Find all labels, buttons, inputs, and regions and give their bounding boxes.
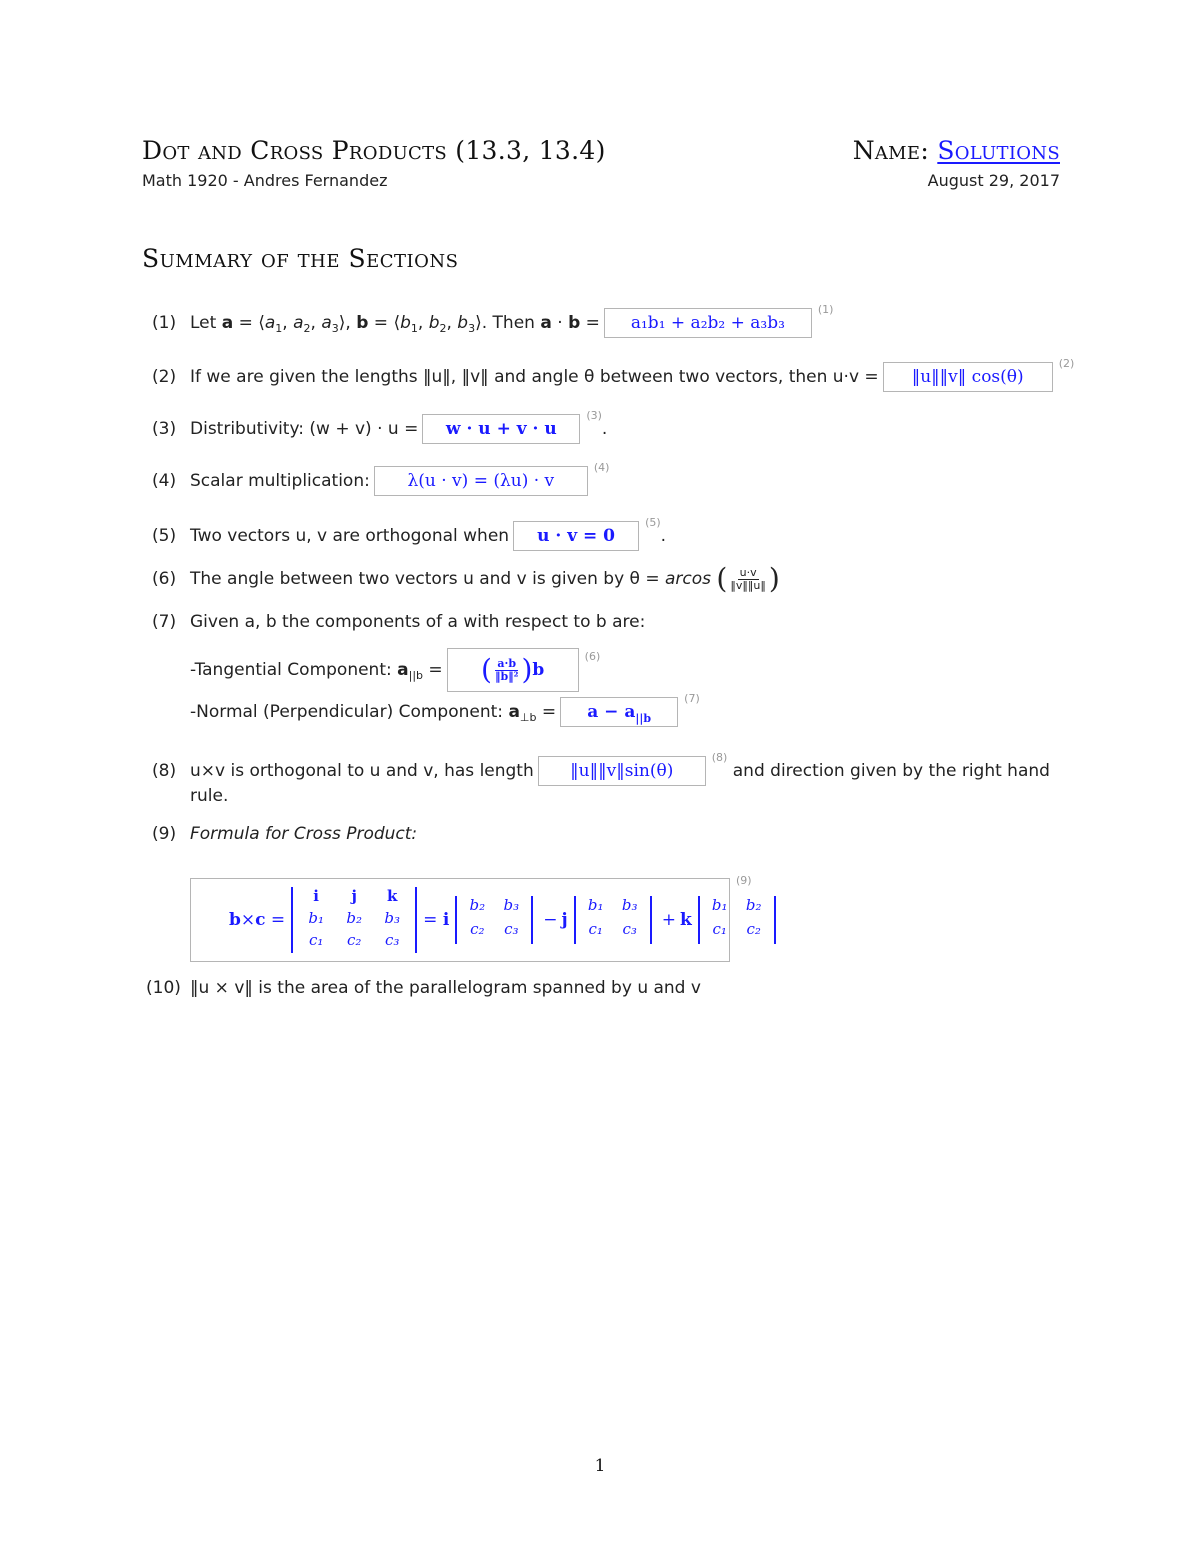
- answer-box-7: $a - a_{||b}$: [560, 697, 678, 727]
- item-1: (1) Let a = ⟨ a 1 , a 2 , a 3 ⟩, b = ⟨ b 1 , b 2 , b 3 ⟩. Then a · b = a₁b₁ + a₂b₂ + a₃b₃ (1): [152, 308, 833, 338]
- answer-marker-8: (8): [711, 750, 728, 764]
- answer-box-8: ‖u‖‖v‖sin(θ): [538, 756, 706, 786]
- item-7-normal: -Normal (Perpendicular) Component: a ⊥b = $a - a_{||b}$ (7): [190, 691, 700, 725]
- item-5: (5) Two vectors u, v are orthogonal when u · v = 0 (5) .: [152, 521, 666, 551]
- item-9: (9) Formula for Cross Product:: [152, 824, 418, 844]
- answer-marker-1: (1): [817, 302, 834, 316]
- document-title: Dot and Cross Products (13.3, 13.4): [142, 136, 606, 165]
- document-date: August 29, 2017: [927, 171, 1060, 190]
- item-7: (7) Given a, b the components of a with respect to b are:: [152, 612, 646, 632]
- cross-product-formula-box: b × c = i j k b₁ b₂ b₃ c₁ c₂ c₃ = i b₂ b₃ c₂ c₃ − j b₁ b₃ c₁ c₃ + k b₁ b₂ c₁ c₂: [190, 878, 730, 962]
- answer-marker-6: (6): [584, 649, 601, 663]
- item-7-tangential: -Tangential Component: a ||b = ( $\frac{a\cdot b}{\text{‖b‖²}}$ ) b (6): [190, 648, 600, 692]
- answer-marker-2: (2): [1058, 356, 1075, 370]
- item-8: (8) u×v is orthogonal to u and v, has length ‖u‖‖v‖sin(θ) (8) and direction given by the right hand: [152, 756, 1050, 786]
- answer-box-3: w · u + v · u: [422, 414, 580, 444]
- answer-marker-5: (5): [645, 515, 661, 529]
- minor-i: b₂ b₃ c₂ c₃: [455, 896, 533, 944]
- answer-marker-3: (3): [586, 408, 602, 422]
- answer-marker-7: (7): [684, 691, 700, 705]
- minor-k: b₁ b₂ c₁ c₂: [698, 896, 776, 944]
- answer-box-6: ( $\frac{a\cdot b}{\text{‖b‖²}}$ ) b: [447, 648, 579, 692]
- item-6: (6) The angle between two vectors u and v is given by θ = arcos ( $\frac{u\cdot v}{‖v‖‖u‖}$ ): [152, 562, 780, 595]
- section-title: Summary of the Sections: [142, 244, 459, 273]
- item-3: (3) Distributivity: (w + v) · u = w · u + v · u (3) .: [152, 414, 607, 444]
- answer-marker-4: (4): [593, 460, 610, 474]
- arcos-function: arcos: [665, 569, 712, 589]
- name-field: [853, 136, 1060, 165]
- name-label: Name:: [852, 136, 930, 165]
- minor-j: b₁ b₃ c₁ c₃: [574, 896, 652, 944]
- angle-fraction: $\frac{u\cdot v}{‖v‖‖u‖}$: [730, 565, 766, 592]
- course-info: Math 1920 - Andres Fernandez: [142, 171, 388, 190]
- page-number: 1: [594, 1456, 606, 1476]
- title-row: [142, 136, 1060, 165]
- item-2: (2) If we are given the lengths ‖u‖, ‖v‖ and angle θ between two vectors, then u·v = ‖u‖‖v‖ cos(θ) (2): [152, 362, 1074, 392]
- answer-box-2: ‖u‖‖v‖ cos(θ): [883, 362, 1053, 392]
- answer-box-4: λ(u · v) = (λu) · v: [374, 466, 588, 496]
- determinant-3x3: i j k b₁ b₂ b₃ c₁ c₂ c₃: [291, 887, 417, 953]
- answer-box-5: u · v = 0: [513, 521, 639, 551]
- answer-marker-9: (9): [736, 874, 752, 887]
- answer-box-1: a₁b₁ + a₂b₂ + a₃b₃: [604, 308, 812, 338]
- subtitle-row: [142, 171, 1060, 190]
- name-value: Solutions: [937, 136, 1060, 165]
- item-10: (10) ‖u × v‖ is the area of the parallelogram spanned by u and v: [146, 978, 701, 998]
- item-4: (4) Scalar multiplication: λ(u · v) = (λu) · v (4): [152, 466, 609, 496]
- item-8-continuation: rule.: [190, 786, 229, 806]
